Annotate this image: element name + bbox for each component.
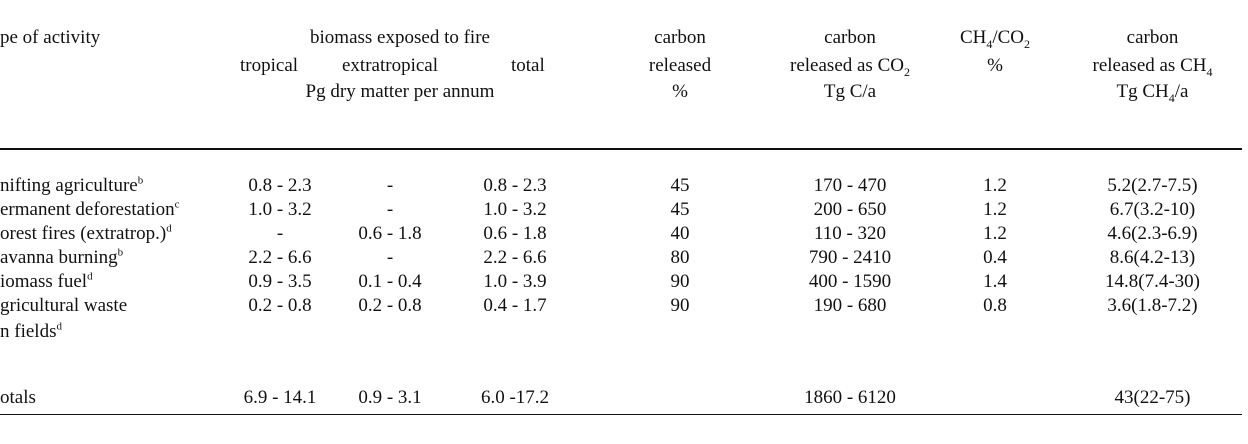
row-label: iomass fuel$^d$ (0, 270, 93, 292)
header-co2-2: released as $CO_2$ (790, 55, 910, 79)
header-biomass-total: total (511, 55, 545, 76)
bottom-rule (0, 414, 1242, 415)
header-ratio-1: $CH_4/CO_2$ (959, 27, 1031, 51)
header-rule (0, 148, 1242, 150)
cell-extratropical: - (386, 247, 394, 268)
header-biomass-extratropical: extratropical (342, 55, 439, 76)
totals-co2: 1860 - 6120 (804, 387, 896, 408)
cell-ratio: 1.4 (983, 271, 1007, 292)
totals-total: 6.0 -17.2 (480, 387, 550, 408)
cell-extratropical: 0.1 - 0.4 (358, 271, 422, 292)
cell-ch4: 4.6(2.3-6.9) (1107, 223, 1198, 244)
cell-total: 2.2 - 6.6 (483, 247, 547, 268)
cell-ratio: 1.2 (983, 175, 1007, 196)
header-ch4-2: released as $CH_4$ (1092, 55, 1213, 79)
header-biomass-tropical: tropical (240, 55, 299, 76)
header-carbon-released-3: % (672, 81, 688, 102)
cell-ratio: 0.4 (983, 247, 1007, 268)
header-carbon-released-2: released (648, 55, 712, 76)
row-label: nifting agriculture$^b$ (0, 174, 144, 196)
cell-co2: 170 - 470 (813, 175, 887, 196)
cell-ch4: 6.7(3.2-10) (1109, 199, 1196, 220)
header-co2-1: carbon (824, 27, 876, 48)
cell-co2: 790 - 2410 (808, 247, 892, 268)
header-ratio-2: % (987, 55, 1003, 76)
cell-tropical: 0.8 - 2.3 (248, 175, 312, 196)
cell-carbon: 90 (670, 271, 690, 292)
cell-tropical: 0.9 - 3.5 (248, 271, 312, 292)
cell-total: 0.8 - 2.3 (483, 175, 547, 196)
header-type-of-activity: pe of activity (0, 27, 101, 48)
totals-label: otals (0, 387, 36, 408)
cell-co2: 400 - 1590 (808, 271, 892, 292)
cell-co2: 200 - 650 (813, 199, 887, 220)
cell-co2: 110 - 320 (813, 223, 887, 244)
cell-tropical: - (276, 223, 284, 244)
row-label: avanna burning$^b$ (0, 246, 124, 268)
cell-co2: 190 - 680 (813, 295, 887, 316)
cell-ch4: 8.6(4.2-13) (1109, 247, 1196, 268)
cell-total: 0.4 - 1.7 (483, 295, 547, 316)
cell-tropical: 1.0 - 3.2 (248, 199, 312, 220)
cell-carbon: 45 (670, 199, 690, 220)
header-co2-3: Tg C/a (823, 81, 877, 102)
cell-carbon: 45 (670, 175, 690, 196)
header-ch4-1: carbon (1126, 27, 1179, 48)
header-carbon-released-1: carbon (654, 27, 706, 48)
totals-ch4: 43(22-75) (1114, 387, 1191, 408)
cell-extratropical: - (386, 199, 394, 220)
cell-tropical: 0.2 - 0.8 (248, 295, 312, 316)
cell-extratropical: - (386, 175, 394, 196)
row-label: gricultural waste (0, 295, 128, 316)
totals-tropical: 6.9 - 14.1 (243, 387, 317, 408)
cell-ch4: 14.8(7.4-30) (1105, 271, 1200, 292)
cell-total: 1.0 - 3.9 (483, 271, 547, 292)
cell-carbon: 90 (670, 295, 690, 316)
row-label: ermanent deforestation$^c$ (0, 198, 180, 220)
cell-carbon: 80 (670, 247, 690, 268)
cell-extratropical: 0.2 - 0.8 (358, 295, 422, 316)
totals-extratropical: 0.9 - 3.1 (358, 387, 422, 408)
cell-ch4: 3.6(1.8-7.2) (1107, 295, 1198, 316)
cell-ch4: 5.2(2.7-7.5) (1107, 175, 1198, 196)
cell-total: 0.6 - 1.8 (483, 223, 547, 244)
row-label: orest fires (extratrop.)$^d$ (0, 222, 172, 244)
cell-ratio: 0.8 (983, 295, 1007, 316)
row-label-continuation: n fields$^d$ (0, 320, 62, 342)
cell-extratropical: 0.6 - 1.8 (358, 223, 422, 244)
cell-tropical: 2.2 - 6.6 (248, 247, 312, 268)
cell-carbon: 40 (670, 223, 690, 244)
header-biomass-group: biomass exposed to fire (310, 27, 490, 48)
cell-ratio: 1.2 (983, 199, 1007, 220)
cell-ratio: 1.2 (983, 223, 1007, 244)
cell-total: 1.0 - 3.2 (483, 199, 547, 220)
header-biomass-unit: Pg dry matter per annum (305, 81, 495, 102)
header-ch4-3: Tg $CH_4/a$ (1116, 81, 1189, 105)
